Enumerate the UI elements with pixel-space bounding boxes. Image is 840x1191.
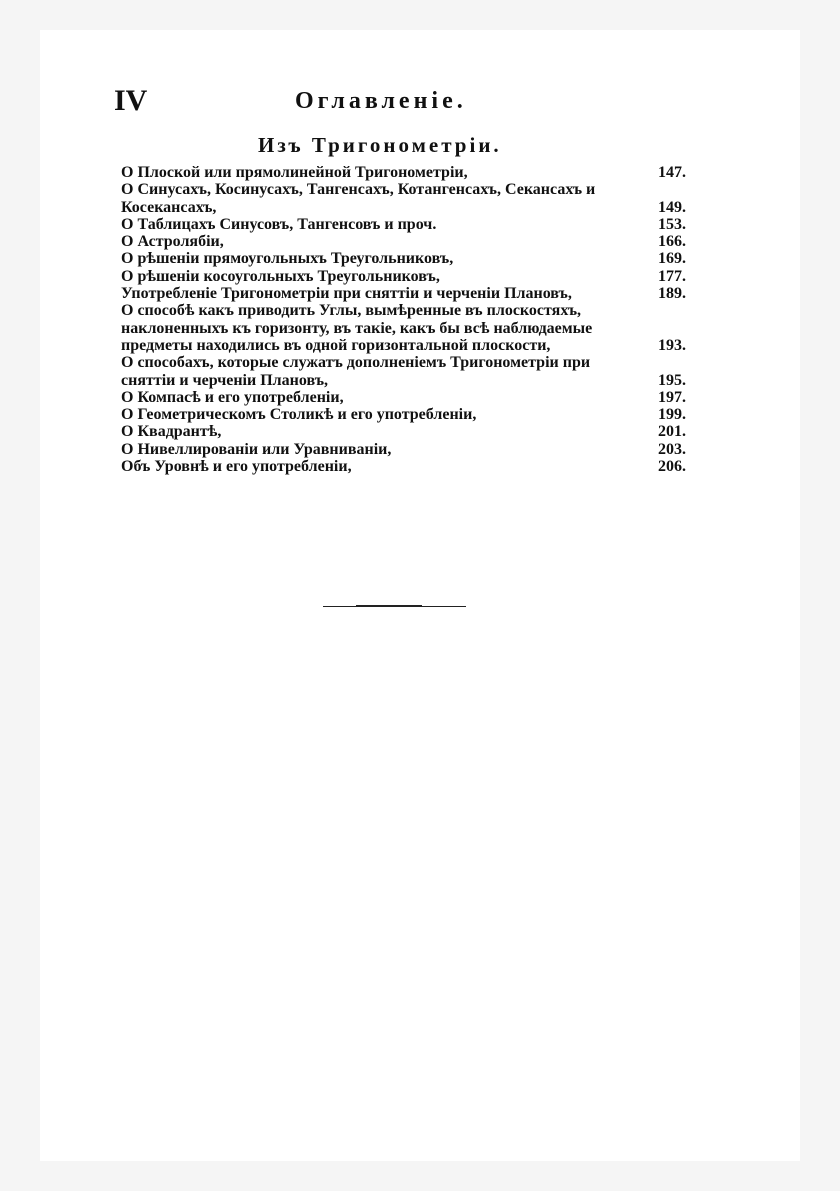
toc-entry	[121, 250, 686, 267]
toc-entry	[121, 164, 686, 181]
toc-entry	[121, 423, 686, 440]
toc-entry-title: О Компасѣ и его употребленіи,	[121, 388, 344, 406]
toc-entry-title: О Таблицахъ Синусовъ, Тангенсовъ и проч.	[121, 215, 437, 233]
toc-entry-title: О Геометрическомъ Столикѣ и его употребленіи,	[121, 406, 477, 424]
toc-entry-title: О способахъ, которые служатъ дополненіемъ Тригонометріи при сняттіи и черченіи Плановъ,	[121, 354, 591, 389]
toc-entry-title: О Квадрантѣ,	[121, 423, 222, 441]
toc-entry-title: О рѣшеніи прямоугольныхъ Треугольниковъ,	[121, 250, 454, 268]
toc-entry-page: 147.	[658, 164, 686, 181]
toc-entry-title: О Нивеллированіи или Уравниваніи,	[121, 440, 392, 458]
toc-entry-page: 169.	[658, 250, 686, 268]
toc-entry-title: О Плоской или прямолинейной Тригонометріи,	[121, 164, 468, 181]
section-divider-accent	[356, 605, 422, 607]
toc-entry-page: 149.	[658, 198, 686, 216]
section-title: Изъ Тригонометріи.	[258, 133, 502, 157]
toc-entry-page: 206.	[658, 458, 686, 476]
toc-entry	[121, 233, 686, 250]
toc-entry-page: 177.	[658, 267, 686, 285]
toc-entry	[121, 441, 686, 458]
toc-entry	[121, 389, 686, 406]
table-of-contents	[121, 164, 686, 475]
toc-entry-title: Употребленіе Тригонометріи при сняттіи и черченіи Плановъ,	[121, 285, 572, 303]
page-number: IV	[114, 84, 148, 117]
toc-entry-page: 197.	[658, 388, 686, 406]
toc-entry-title: О Синусахъ, Косинусахъ, Тангенсахъ, Котангенсахъ, Секансахъ и Косекансахъ,	[121, 181, 596, 216]
toc-entry	[121, 216, 686, 233]
toc-entry	[121, 302, 686, 354]
toc-entry	[121, 458, 686, 475]
toc-entry	[121, 406, 686, 423]
toc-entry-title: О Астролябіи,	[121, 233, 224, 251]
toc-entry-page: 166.	[658, 233, 686, 251]
toc-entry	[121, 354, 686, 389]
toc-entry-page: 193.	[658, 336, 686, 354]
toc-entry-page: 153.	[658, 215, 686, 233]
toc-entry	[121, 181, 686, 216]
toc-entry-page: 201.	[658, 423, 686, 441]
toc-entry	[121, 285, 686, 302]
toc-entry-title: О способѣ какъ приводить Углы, вымѣренные въ плоскостяхъ, наклоненныхъ къ горизонту, въ такіе, какъ бы всѣ наблюдаемые предметы находились въ одной горизонтальной плоскости,	[121, 302, 593, 354]
toc-entry-page: 199.	[658, 406, 686, 424]
toc-entry-title: О рѣшеніи косоугольныхъ Треугольниковъ,	[121, 267, 440, 285]
toc-entry	[121, 268, 686, 285]
toc-entry-page: 203.	[658, 440, 686, 458]
toc-entry-title: Объ Уровнѣ и его употребленіи,	[121, 458, 352, 476]
toc-entry-page: 195.	[658, 371, 686, 389]
page-title: Оглавленіе.	[295, 88, 467, 114]
toc-entry-page: 189.	[658, 285, 686, 303]
